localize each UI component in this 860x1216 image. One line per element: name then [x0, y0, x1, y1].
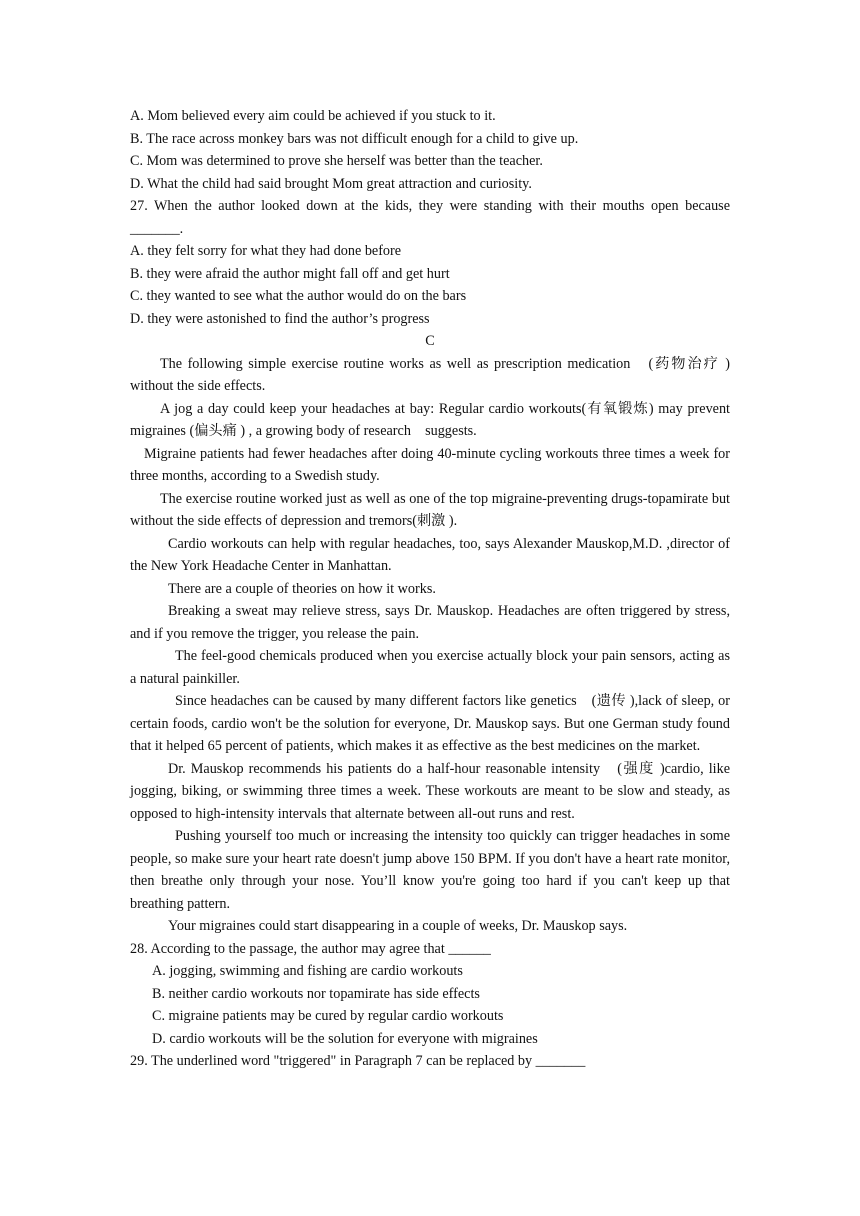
q28-option-b: B. neither cardio workouts nor topamirate has side effects	[152, 985, 480, 1002]
passage-paragraph: Dr. Mauskop recommends his patients do a half-hour reasonable intensity (强度 )cardio, like jogging, biking, or swimming three times a week. These workouts are meant to be slow and steady, as opposed to high-intensity intervals that alternate between all-out runs and rest.	[130, 760, 730, 822]
passage-paragraph: Pushing yourself too much or increasing the intensity too quickly can trigger headaches in some people, so make sure your heart rate doesn't jump above 150 BPM. If you don't have a heart rate monitor, then breathe only through your nose. You’ll know you're going too hard if you can't keep up that breathing pattern.	[130, 828, 730, 912]
page-content	[130, 105, 730, 1073]
passage-paragraph: A jog a day could keep your headaches at bay: Regular cardio workouts(有氧锻炼) may prevent migraines (偏头痛 ) , a growing body of research suggests.	[130, 400, 730, 439]
q26-option-a: A. Mom believed every aim could be achieved if you stuck to it.	[130, 108, 496, 124]
q26-option-b: B. The race across monkey bars was not difficult enough for a child to give up.	[130, 130, 579, 147]
passage-paragraph: Breaking a sweat may relieve stress, says Dr. Mauskop. Headaches are often triggered by stress, and if you remove the trigger, you release the pain.	[130, 603, 730, 642]
q28-stem: 28. According to the passage, the author may agree that ______	[130, 940, 491, 957]
passage-paragraph: Your migraines could start disappearing in a couple of weeks, Dr. Mauskop says.	[168, 918, 628, 934]
q28-option-a: A. jogging, swimming and fishing are cardio workouts	[152, 963, 463, 979]
q27-stem: 27. When the author looked down at the kids, they were standing with their mouths open because _______.	[130, 198, 730, 237]
q27-option-a: A. they felt sorry for what they had done before	[130, 243, 402, 259]
q29-stem: 29. The underlined word "triggered" in Paragraph 7 can be replaced by _______	[130, 1053, 586, 1069]
q28-option-d: D. cardio workouts will be the solution for everyone with migraines	[152, 1030, 538, 1047]
q27-option-c: C. they wanted to see what the author would do on the bars	[130, 288, 467, 304]
q26-option-d: D. What the child had said brought Mom great attraction and curiosity.	[130, 175, 532, 192]
passage-paragraph: Migraine patients had fewer headaches after doing 40-minute cycling workouts three times a week for three months, according to a Swedish study.	[130, 445, 730, 484]
passage-paragraph: The exercise routine worked just as well as one of the top migraine-preventing drugs-topamirate but without the side effects of depression and tremors(刺激 ).	[130, 490, 730, 529]
q26-option-c: C. Mom was determined to prove she herself was better than the teacher.	[130, 153, 543, 169]
q27-option-b: B. they were afraid the author might fall off and get hurt	[130, 265, 450, 282]
passage-paragraph: Cardio workouts can help with regular headaches, too, says Alexander Mauskop,M.D. ,director of the New York Headache Center in Manhattan.	[130, 535, 730, 574]
q27-option-d: D. they were astonished to find the author’s progress	[130, 310, 430, 327]
passage-paragraph: The following simple exercise routine works as well as prescription medication (药物治疗 ) without the side effects.	[130, 355, 730, 394]
passage-paragraph: Since headaches can be caused by many different factors like genetics (遗传 ),lack of sleep, or certain foods, cardio won't be the solution for everyone, Dr. Mauskop says. But one German study found that it helped 65 percent of patients, which makes it as effective as the best medicines on the market.	[130, 693, 730, 754]
q28-option-c: C. migraine patients may be cured by regular cardio workouts	[152, 1008, 504, 1024]
section-label: C	[425, 333, 435, 349]
passage-paragraph: The feel-good chemicals produced when you exercise actually block your pain sensors, acting as a natural painkiller.	[130, 648, 730, 687]
passage-paragraph: There are a couple of theories on how it works.	[168, 580, 436, 597]
